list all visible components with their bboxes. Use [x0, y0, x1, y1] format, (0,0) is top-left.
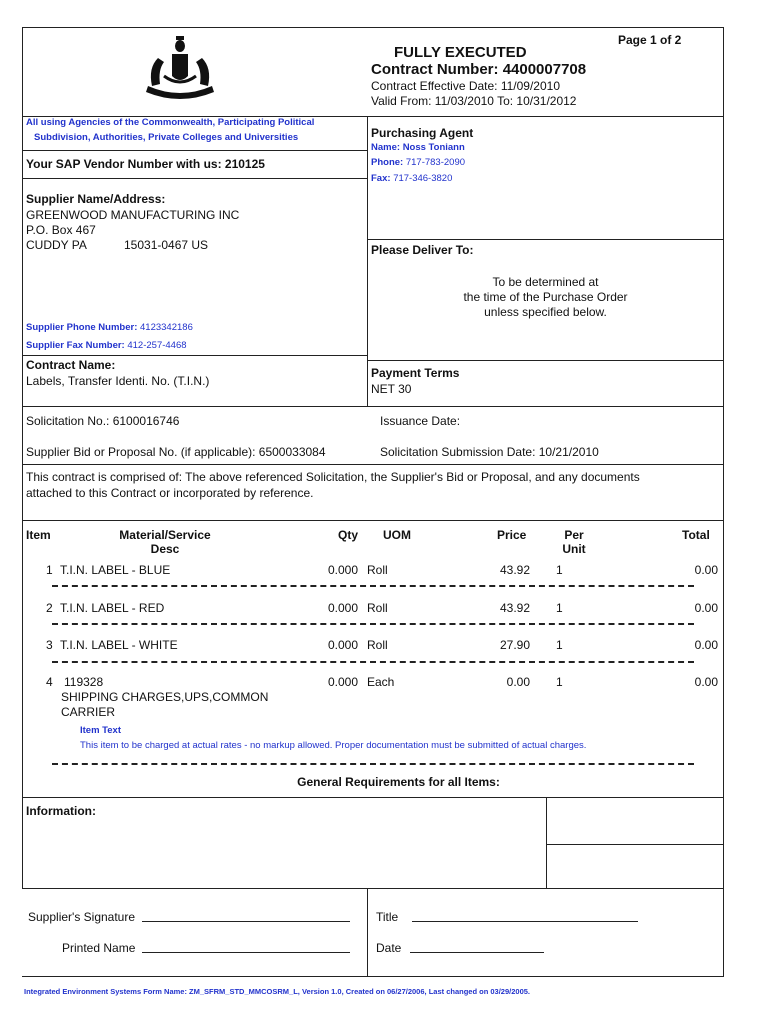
title-line[interactable]	[412, 909, 638, 922]
item-uom: Each	[367, 675, 395, 689]
agent-fax-value: 717-346-3820	[393, 173, 453, 184]
agent-name-value: Noss Toniann	[402, 142, 465, 153]
supplier-fax-label: Supplier Fax Number:	[26, 340, 125, 351]
item-uom: Roll	[367, 601, 388, 615]
item-uom: Roll	[367, 563, 388, 577]
header-desc-line1: Material/Service	[119, 528, 211, 542]
payment-terms-value: NET 30	[371, 382, 412, 396]
row-separator	[52, 661, 694, 663]
agent-name	[371, 142, 465, 153]
rule-vendor-bottom	[22, 178, 367, 179]
supplier-name: GREENWOOD MANUFACTURING INC	[26, 208, 240, 222]
supplier-phone-label: Supplier Phone Number:	[26, 322, 138, 333]
item-per: 1	[556, 601, 563, 615]
header-desc	[116, 528, 214, 556]
issuance-date: Issuance Date:	[380, 414, 461, 428]
header-divider	[367, 116, 368, 406]
frame-right	[723, 27, 724, 977]
rule-vendor-top	[22, 150, 367, 151]
item-desc: 119328	[64, 675, 104, 689]
supplier-fax-value: 412-257-4468	[127, 340, 187, 351]
printed-name-line[interactable]	[142, 940, 350, 953]
valid-dates: Valid From: 11/03/2010 To: 10/31/2012	[371, 94, 577, 108]
status-label: FULLY EXECUTED	[394, 44, 527, 61]
rule-contract-name-top	[22, 355, 367, 356]
contract-number-value: 4400007708	[502, 61, 587, 78]
item-number: 1	[46, 563, 53, 577]
title-label: Title	[376, 910, 399, 924]
deliver-text	[367, 275, 724, 320]
date-line[interactable]	[410, 940, 544, 953]
deliver-line3: unless specified below.	[484, 305, 607, 319]
header-per-line1: Per	[564, 528, 584, 542]
info-inner-rule	[546, 844, 724, 845]
agent-phone-value: 717-783-2090	[405, 157, 466, 168]
header-uom: UOM	[383, 528, 411, 542]
supplier-address: P.O. Box 467	[26, 223, 96, 237]
item-desc-line2: SHIPPING CHARGES,UPS,COMMON	[61, 690, 269, 704]
rule-table-top	[22, 520, 724, 521]
comprised-line2: attached to this Contract or incorporated by reference.	[26, 486, 314, 500]
agent-name-label: Name:	[371, 142, 401, 153]
deliver-line1: To be determined at	[492, 275, 599, 289]
item-text-label: Item Text	[80, 725, 122, 736]
supplier-title: Supplier Name/Address:	[26, 192, 166, 206]
page-label: Page 1 of 2	[618, 33, 682, 47]
item-desc: T.I.N. LABEL - BLUE	[60, 563, 171, 577]
contract-number	[371, 61, 586, 78]
payment-terms-title: Payment Terms	[371, 366, 460, 380]
item-qty: 0.000	[327, 563, 358, 577]
item-qty: 0.000	[327, 638, 358, 652]
general-requirements: General Requirements for all Items:	[297, 775, 500, 789]
agent-fax-label: Fax:	[371, 173, 391, 184]
row-separator	[52, 763, 694, 765]
date-label: Date	[376, 941, 402, 955]
contract-name-value: Labels, Transfer Identi. No. (T.I.N.)	[26, 374, 210, 388]
state-seal-icon	[138, 36, 222, 102]
printed-name-label: Printed Name	[62, 941, 136, 955]
agent-phone-label: Phone:	[371, 157, 404, 168]
bid-no: Supplier Bid or Proposal No. (if applicable): 6500033084	[26, 445, 326, 459]
deliver-line2: the time of the Purchase Order	[463, 290, 628, 304]
row-separator	[52, 623, 694, 625]
deliver-title: Please Deliver To:	[371, 243, 474, 257]
agent-phone	[371, 157, 465, 168]
information-label: Information:	[26, 804, 96, 818]
contract-name-title: Contract Name:	[26, 358, 116, 372]
item-desc: T.I.N. LABEL - RED	[60, 601, 165, 615]
comprised-text	[26, 469, 640, 501]
rule-deliver-top	[367, 239, 724, 240]
item-per: 1	[556, 638, 563, 652]
supplier-phone	[26, 322, 193, 333]
comprised-line1: This contract is comprised of: The above referenced Solicitation, the Supplier's Bid or Proposal, and any documents	[26, 470, 640, 484]
rule-payment-top	[367, 360, 724, 361]
header-item: Item	[26, 528, 51, 542]
item-qty: 0.000	[327, 675, 358, 689]
supplier-phone-value: 4123342186	[140, 322, 193, 333]
signature-divider	[367, 888, 368, 977]
purchasing-agent-title: Purchasing Agent	[371, 126, 474, 140]
supplier-fax	[26, 340, 187, 351]
header-desc-line2: Desc	[150, 542, 180, 556]
supplier-signature-label: Supplier's Signature	[28, 910, 136, 924]
item-per: 1	[556, 675, 563, 689]
effective-date: Contract Effective Date: 11/09/2010	[371, 79, 561, 93]
item-total: 0.00	[694, 638, 718, 652]
item-qty: 0.000	[327, 601, 358, 615]
item-uom: Roll	[367, 638, 388, 652]
frame-top	[22, 27, 724, 28]
supplier-zip: 15031-0467 US	[124, 238, 209, 252]
rule-signature-top	[22, 888, 724, 889]
item-total: 0.00	[694, 675, 718, 689]
item-text: This item to be charged at actual rates - no markup allowed. Proper documentation must be submitted of actual charges.	[80, 740, 587, 751]
row-separator	[52, 585, 694, 587]
item-desc: T.I.N. LABEL - WHITE	[60, 638, 178, 652]
header-per	[556, 528, 592, 556]
item-price: 43.92	[499, 601, 530, 615]
rule-solicitation-top	[22, 406, 724, 407]
frame-left	[22, 27, 23, 889]
item-price: 27.90	[499, 638, 530, 652]
info-divider	[546, 797, 547, 889]
agencies-line2: Subdivision, Authorities, Private Colleges and Universities	[34, 132, 299, 143]
item-total: 0.00	[694, 563, 718, 577]
agent-fax	[371, 173, 452, 184]
header-per-line2: Unit	[562, 542, 586, 556]
item-number: 4	[46, 675, 53, 689]
solicitation-no: Solicitation No.: 6100016746	[26, 414, 180, 428]
rule-comprised-top	[22, 464, 724, 465]
item-price: 43.92	[499, 563, 530, 577]
agencies-line1: All using Agencies of the Commonwealth, Participating Political	[26, 117, 315, 128]
supplier-signature-line[interactable]	[142, 909, 350, 922]
frame-bottom	[22, 976, 724, 977]
footer-text: Integrated Environment Systems Form Name: ZM_SFRM_STD_MMCOSRM_L, Version 1.0, Created on 06/27/2006, Last changed on 03/29/2005.	[24, 987, 530, 996]
vendor-number: Your SAP Vendor Number with us: 210125	[26, 157, 265, 171]
item-number: 2	[46, 601, 53, 615]
item-total: 0.00	[694, 601, 718, 615]
supplier-city: CUDDY PA	[26, 238, 87, 252]
submission-date: Solicitation Submission Date: 10/21/2010	[380, 445, 599, 459]
header-total: Total	[682, 528, 710, 542]
item-price: 0.00	[506, 675, 530, 689]
item-per: 1	[556, 563, 563, 577]
contract-number-label: Contract Number:	[371, 61, 499, 78]
item-number: 3	[46, 638, 53, 652]
header-qty: Qty	[338, 528, 359, 542]
item-desc-line3: CARRIER	[61, 705, 116, 719]
header-price: Price	[497, 528, 527, 542]
rule-info-top	[22, 797, 724, 798]
